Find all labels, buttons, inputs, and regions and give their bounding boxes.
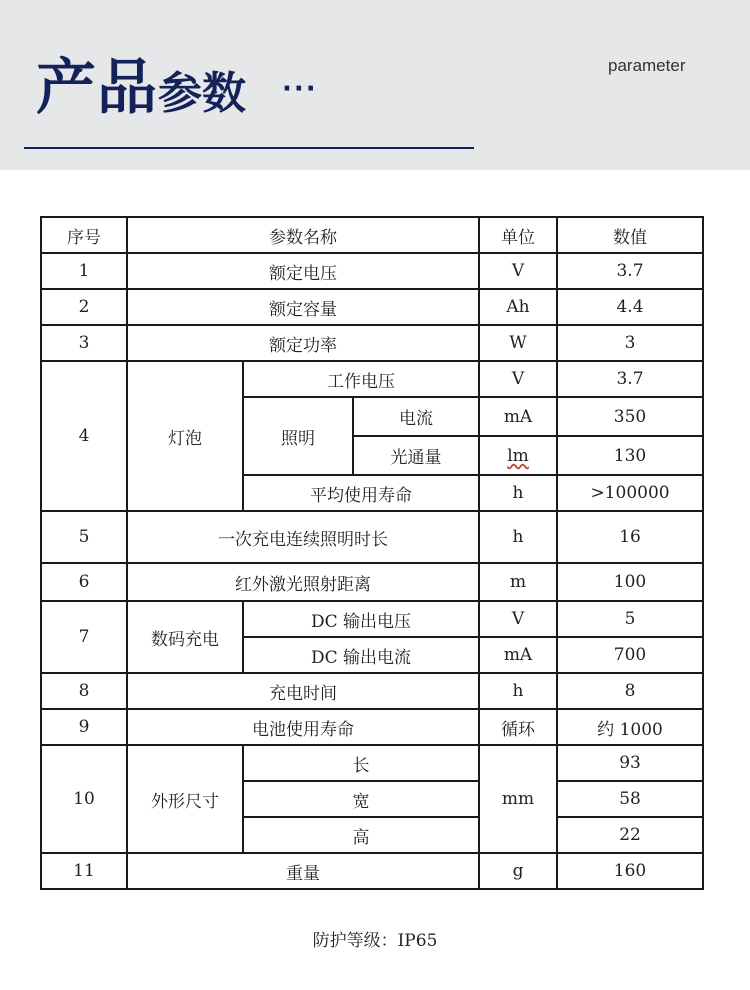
parameter-table — [40, 216, 704, 890]
row-name: 电流 — [353, 397, 479, 436]
table-row — [41, 709, 703, 745]
header-unit: 单位 — [479, 217, 557, 253]
row-no: 9 — [41, 709, 127, 745]
subtitle: parameter — [608, 56, 686, 75]
row-name: 工作电压 — [243, 361, 479, 397]
title-big: 产品 — [36, 53, 158, 123]
unit-lm: lm — [507, 445, 529, 466]
row-unit — [479, 436, 557, 475]
row-no: 7 — [41, 601, 127, 673]
row-name: DC 输出电压 — [243, 601, 479, 637]
row-unit: V — [479, 601, 557, 637]
title-underline — [24, 147, 474, 149]
row-value: 4.4 — [557, 289, 703, 325]
row-value: 130 — [557, 436, 703, 475]
table-row — [41, 325, 703, 361]
row-value: 350 — [557, 397, 703, 436]
table-row — [41, 745, 703, 781]
row-value: 93 — [557, 745, 703, 781]
title-dots: ··· — [282, 74, 318, 104]
row-no: 5 — [41, 511, 127, 563]
header-value: 数值 — [557, 217, 703, 253]
page-title — [36, 53, 318, 123]
table-row — [41, 253, 703, 289]
table-row — [41, 361, 703, 397]
row-name: 一次充电连续照明时长 — [127, 511, 479, 563]
row-no: 6 — [41, 563, 127, 601]
row-value: 100 — [557, 563, 703, 601]
row-value: 160 — [557, 853, 703, 889]
header-name: 参数名称 — [127, 217, 479, 253]
row-no: 10 — [41, 745, 127, 853]
row-no: 8 — [41, 673, 127, 709]
row-name: 红外激光照射距离 — [127, 563, 479, 601]
row-no: 3 — [41, 325, 127, 361]
row-subgroup: 照明 — [243, 397, 353, 475]
row-unit: m — [479, 563, 557, 601]
row-name: 电池使用寿命 — [127, 709, 479, 745]
row-name: 长 — [243, 745, 479, 781]
table-row — [41, 289, 703, 325]
header-no: 序号 — [41, 217, 127, 253]
row-no: 11 — [41, 853, 127, 889]
row-name: 宽 — [243, 781, 479, 817]
row-value: 58 — [557, 781, 703, 817]
row-value: 5 — [557, 601, 703, 637]
row-unit: mm — [479, 745, 557, 853]
row-value: 22 — [557, 817, 703, 853]
protection-rating: 防护等级：IP65 — [312, 931, 438, 951]
row-unit: mA — [479, 397, 557, 436]
row-unit: h — [479, 511, 557, 563]
row-name: 平均使用寿命 — [243, 475, 479, 511]
row-unit: V — [479, 361, 557, 397]
row-unit: W — [479, 325, 557, 361]
row-unit: h — [479, 475, 557, 511]
row-group: 灯泡 — [127, 361, 243, 511]
row-name: 额定电压 — [127, 253, 479, 289]
header-banner — [0, 0, 750, 170]
row-name: 额定功率 — [127, 325, 479, 361]
row-value: 3.7 — [557, 361, 703, 397]
row-value: 700 — [557, 637, 703, 673]
row-name: 额定容量 — [127, 289, 479, 325]
row-no: 1 — [41, 253, 127, 289]
row-unit: g — [479, 853, 557, 889]
row-group: 外形尺寸 — [127, 745, 243, 853]
row-unit: mA — [479, 637, 557, 673]
row-unit: 循环 — [479, 709, 557, 745]
row-no: 2 — [41, 289, 127, 325]
table-row — [41, 511, 703, 563]
row-name: 高 — [243, 817, 479, 853]
table-header-row — [41, 217, 703, 253]
title-small: 参数 — [158, 68, 246, 119]
row-value: >100000 — [557, 475, 703, 511]
table-row — [41, 853, 703, 889]
row-no: 4 — [41, 361, 127, 511]
table-row — [41, 673, 703, 709]
row-value: 16 — [557, 511, 703, 563]
row-name: 重量 — [127, 853, 479, 889]
row-group: 数码充电 — [127, 601, 243, 673]
row-name: DC 输出电流 — [243, 637, 479, 673]
table-row — [41, 563, 703, 601]
row-name: 充电时间 — [127, 673, 479, 709]
row-unit: h — [479, 673, 557, 709]
row-unit: V — [479, 253, 557, 289]
row-name: 光通量 — [353, 436, 479, 475]
row-unit: Ah — [479, 289, 557, 325]
row-value: 8 — [557, 673, 703, 709]
table-row — [41, 601, 703, 637]
row-value: 约 1000 — [557, 709, 703, 745]
row-value: 3.7 — [557, 253, 703, 289]
row-value: 3 — [557, 325, 703, 361]
